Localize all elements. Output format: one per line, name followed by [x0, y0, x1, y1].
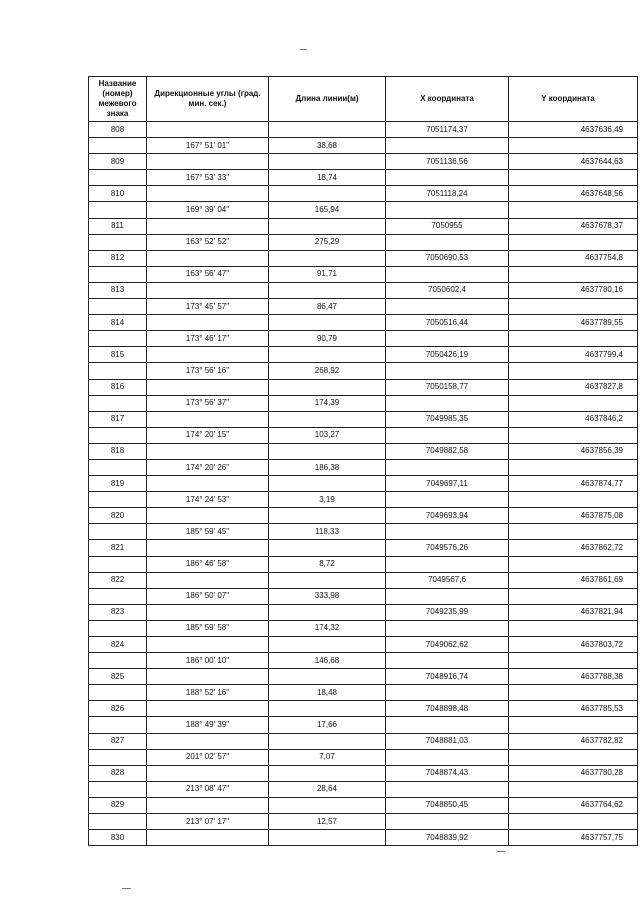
- point-name-cell: [89, 781, 147, 797]
- point-name-cell: 811: [89, 218, 147, 234]
- x-coordinate-cell: [386, 814, 509, 830]
- line-length-cell: [269, 315, 386, 331]
- table-row-line: [89, 653, 638, 669]
- x-coordinate-cell: 7048898,48: [386, 701, 509, 717]
- table-row-point: [89, 765, 638, 781]
- x-coordinate-cell: [386, 620, 509, 636]
- table-row-line: [89, 138, 638, 154]
- point-name-cell: 820: [89, 508, 147, 524]
- table-row-point: [89, 411, 638, 427]
- point-name-cell: [89, 717, 147, 733]
- x-coordinate-cell: 7049697,11: [386, 476, 509, 492]
- bearing-angle-cell: 174° 24' 53": [147, 492, 269, 508]
- line-length-cell: [269, 476, 386, 492]
- point-name-cell: 814: [89, 315, 147, 331]
- y-coordinate-cell: 4637785,53: [509, 701, 638, 717]
- bearing-angle-cell: [147, 733, 269, 749]
- y-coordinate-cell: [509, 524, 638, 540]
- x-coordinate-cell: [386, 653, 509, 669]
- bearing-angle-cell: 201° 02' 57": [147, 749, 269, 765]
- y-coordinate-cell: 4637678,37: [509, 218, 638, 234]
- scan-speck: [300, 49, 307, 50]
- x-coordinate-cell: 7049062,62: [386, 637, 509, 653]
- scan-speck: [497, 851, 505, 852]
- line-length-cell: [269, 282, 386, 298]
- table-row-line: [89, 395, 638, 411]
- table-row-line: [89, 620, 638, 636]
- bearing-angle-cell: 169° 39' 04": [147, 202, 269, 218]
- x-coordinate-cell: [386, 395, 509, 411]
- x-coordinate-cell: 7050602,4: [386, 282, 509, 298]
- bearing-angle-cell: 167° 53' 33": [147, 170, 269, 186]
- table-row-line: [89, 170, 638, 186]
- table-row-point: [89, 186, 638, 202]
- y-coordinate-cell: 4637821,94: [509, 604, 638, 620]
- line-length-cell: [269, 122, 386, 138]
- x-coordinate-cell: [386, 588, 509, 604]
- bearing-angle-cell: [147, 250, 269, 266]
- table-row-line: [89, 363, 638, 379]
- point-name-cell: [89, 685, 147, 701]
- bearing-angle-cell: [147, 282, 269, 298]
- bearing-angle-cell: [147, 443, 269, 459]
- line-length-cell: 118,33: [269, 524, 386, 540]
- bearing-angle-cell: [147, 218, 269, 234]
- y-coordinate-cell: [509, 395, 638, 411]
- bearing-angle-cell: [147, 347, 269, 363]
- bearing-angle-cell: [147, 186, 269, 202]
- point-name-cell: 808: [89, 122, 147, 138]
- point-name-cell: 812: [89, 250, 147, 266]
- x-coordinate-cell: [386, 299, 509, 315]
- y-coordinate-cell: 4637803,72: [509, 637, 638, 653]
- table-row-line: [89, 588, 638, 604]
- table-row-point: [89, 379, 638, 395]
- table-row-line: [89, 717, 638, 733]
- bearing-angle-cell: 188° 49' 39": [147, 717, 269, 733]
- bearing-angle-cell: [147, 508, 269, 524]
- bearing-angle-cell: 186° 00' 10": [147, 653, 269, 669]
- bearing-angle-cell: 163° 56' 47": [147, 266, 269, 282]
- y-coordinate-cell: 4637648,56: [509, 186, 638, 202]
- bearing-angle-cell: [147, 637, 269, 653]
- header-point-name: Название (номер) межевого знака: [89, 77, 147, 122]
- point-name-cell: [89, 363, 147, 379]
- line-length-cell: 146,68: [269, 653, 386, 669]
- y-coordinate-cell: [509, 492, 638, 508]
- point-name-cell: 829: [89, 797, 147, 813]
- table-row-point: [89, 250, 638, 266]
- point-name-cell: 821: [89, 540, 147, 556]
- x-coordinate-cell: 7050955: [386, 218, 509, 234]
- line-length-cell: 7,07: [269, 749, 386, 765]
- x-coordinate-cell: [386, 556, 509, 572]
- bearing-angle-cell: 186° 50' 07": [147, 588, 269, 604]
- x-coordinate-cell: [386, 138, 509, 154]
- line-length-cell: 38,68: [269, 138, 386, 154]
- point-name-cell: 830: [89, 830, 147, 846]
- y-coordinate-cell: [509, 266, 638, 282]
- x-coordinate-cell: [386, 685, 509, 701]
- point-name-cell: [89, 492, 147, 508]
- x-coordinate-cell: [386, 781, 509, 797]
- table-row-line: [89, 492, 638, 508]
- point-name-cell: [89, 814, 147, 830]
- y-coordinate-cell: 4637644,63: [509, 154, 638, 170]
- bearing-angle-cell: 173° 56' 16": [147, 363, 269, 379]
- header-bearing-angle: Дирекционные углы (град. мин. сек.): [147, 77, 269, 122]
- table-row-point: [89, 637, 638, 653]
- point-name-cell: [89, 749, 147, 765]
- point-name-cell: [89, 620, 147, 636]
- table-row-line: [89, 459, 638, 475]
- point-name-cell: 825: [89, 669, 147, 685]
- bearing-angle-cell: [147, 411, 269, 427]
- x-coordinate-cell: 7050158,77: [386, 379, 509, 395]
- x-coordinate-cell: 7050426,19: [386, 347, 509, 363]
- point-name-cell: [89, 202, 147, 218]
- line-length-cell: 17,66: [269, 717, 386, 733]
- point-name-cell: [89, 556, 147, 572]
- table-row-point: [89, 443, 638, 459]
- y-coordinate-cell: [509, 331, 638, 347]
- bearing-angle-cell: [147, 669, 269, 685]
- x-coordinate-cell: 7049567,6: [386, 572, 509, 588]
- line-length-cell: [269, 797, 386, 813]
- bearing-angle-cell: [147, 476, 269, 492]
- table-row-point: [89, 315, 638, 331]
- table-row-point: [89, 540, 638, 556]
- x-coordinate-cell: 7049693,94: [386, 508, 509, 524]
- point-name-cell: 824: [89, 637, 147, 653]
- table-row-point: [89, 797, 638, 813]
- table-row-point: [89, 122, 638, 138]
- point-name-cell: 826: [89, 701, 147, 717]
- table-row-point: [89, 830, 638, 846]
- x-coordinate-cell: 7049985,35: [386, 411, 509, 427]
- line-length-cell: 165,94: [269, 202, 386, 218]
- point-name-cell: [89, 331, 147, 347]
- bearing-angle-cell: 174° 20' 26": [147, 459, 269, 475]
- y-coordinate-cell: 4637636,49: [509, 122, 638, 138]
- table-row-line: [89, 266, 638, 282]
- line-length-cell: [269, 604, 386, 620]
- line-length-cell: [269, 186, 386, 202]
- table-row-point: [89, 604, 638, 620]
- line-length-cell: 18,48: [269, 685, 386, 701]
- table-row-point: [89, 154, 638, 170]
- point-name-cell: 827: [89, 733, 147, 749]
- coordinates-table: [88, 76, 638, 846]
- y-coordinate-cell: 4637780,16: [509, 282, 638, 298]
- y-coordinate-cell: 4637862,72: [509, 540, 638, 556]
- line-length-cell: 90,79: [269, 331, 386, 347]
- bearing-angle-cell: [147, 315, 269, 331]
- bearing-angle-cell: [147, 154, 269, 170]
- y-coordinate-cell: 4637827,8: [509, 379, 638, 395]
- line-length-cell: [269, 572, 386, 588]
- line-length-cell: 268,92: [269, 363, 386, 379]
- x-coordinate-cell: [386, 331, 509, 347]
- bearing-angle-cell: [147, 379, 269, 395]
- bearing-angle-cell: 173° 46' 17": [147, 331, 269, 347]
- y-coordinate-cell: 4637875,08: [509, 508, 638, 524]
- line-length-cell: 186,38: [269, 459, 386, 475]
- x-coordinate-cell: 7048916,74: [386, 669, 509, 685]
- x-coordinate-cell: 7051118,24: [386, 186, 509, 202]
- y-coordinate-cell: [509, 170, 638, 186]
- table-row-line: [89, 685, 638, 701]
- bearing-angle-cell: 163° 52' 52": [147, 234, 269, 250]
- point-name-cell: 822: [89, 572, 147, 588]
- y-coordinate-cell: [509, 781, 638, 797]
- line-length-cell: 174,32: [269, 620, 386, 636]
- point-name-cell: [89, 266, 147, 282]
- line-length-cell: [269, 830, 386, 846]
- table-row-line: [89, 234, 638, 250]
- line-length-cell: [269, 669, 386, 685]
- line-length-cell: [269, 637, 386, 653]
- line-length-cell: 103,27: [269, 427, 386, 443]
- y-coordinate-cell: [509, 556, 638, 572]
- table-row-line: [89, 814, 638, 830]
- point-name-cell: [89, 395, 147, 411]
- x-coordinate-cell: 7048839,92: [386, 830, 509, 846]
- line-length-cell: 91,71: [269, 266, 386, 282]
- bearing-angle-cell: 173° 56' 37": [147, 395, 269, 411]
- y-coordinate-cell: 4637782,82: [509, 733, 638, 749]
- point-name-cell: 810: [89, 186, 147, 202]
- table-row-line: [89, 749, 638, 765]
- scan-speck: [122, 888, 131, 889]
- y-coordinate-cell: [509, 588, 638, 604]
- bearing-angle-cell: [147, 797, 269, 813]
- x-coordinate-cell: 7051136,56: [386, 154, 509, 170]
- point-name-cell: 817: [89, 411, 147, 427]
- y-coordinate-cell: [509, 814, 638, 830]
- table-row-line: [89, 427, 638, 443]
- x-coordinate-cell: 7049235,99: [386, 604, 509, 620]
- line-length-cell: 18,74: [269, 170, 386, 186]
- line-length-cell: [269, 765, 386, 781]
- bearing-angle-cell: 173° 45' 57": [147, 299, 269, 315]
- x-coordinate-cell: [386, 717, 509, 733]
- y-coordinate-cell: [509, 749, 638, 765]
- y-coordinate-cell: 4637874,77: [509, 476, 638, 492]
- line-length-cell: [269, 250, 386, 266]
- x-coordinate-cell: [386, 459, 509, 475]
- x-coordinate-cell: [386, 427, 509, 443]
- header-y-coordinate: Y координата: [509, 77, 638, 122]
- bearing-angle-cell: 185° 59' 58": [147, 620, 269, 636]
- y-coordinate-cell: [509, 653, 638, 669]
- line-length-cell: 8,72: [269, 556, 386, 572]
- point-name-cell: [89, 234, 147, 250]
- x-coordinate-cell: 7049882,58: [386, 443, 509, 459]
- y-coordinate-cell: [509, 363, 638, 379]
- bearing-angle-cell: [147, 540, 269, 556]
- y-coordinate-cell: 4637799,4: [509, 347, 638, 363]
- x-coordinate-cell: [386, 492, 509, 508]
- point-name-cell: [89, 427, 147, 443]
- y-coordinate-cell: [509, 138, 638, 154]
- table-row-point: [89, 282, 638, 298]
- point-name-cell: [89, 299, 147, 315]
- line-length-cell: [269, 379, 386, 395]
- x-coordinate-cell: [386, 363, 509, 379]
- bearing-angle-cell: [147, 572, 269, 588]
- x-coordinate-cell: [386, 170, 509, 186]
- y-coordinate-cell: [509, 202, 638, 218]
- table-row-point: [89, 508, 638, 524]
- point-name-cell: [89, 459, 147, 475]
- bearing-angle-cell: [147, 604, 269, 620]
- point-name-cell: 816: [89, 379, 147, 395]
- line-length-cell: [269, 540, 386, 556]
- table-row-line: [89, 331, 638, 347]
- line-length-cell: 12,57: [269, 814, 386, 830]
- line-length-cell: [269, 443, 386, 459]
- y-coordinate-cell: 4637757,75: [509, 830, 638, 846]
- y-coordinate-cell: 4637754,8: [509, 250, 638, 266]
- point-name-cell: [89, 170, 147, 186]
- x-coordinate-cell: 7048881,03: [386, 733, 509, 749]
- y-coordinate-cell: [509, 620, 638, 636]
- table-row-point: [89, 733, 638, 749]
- y-coordinate-cell: 4637861,69: [509, 572, 638, 588]
- y-coordinate-cell: [509, 299, 638, 315]
- line-length-cell: 174,39: [269, 395, 386, 411]
- line-length-cell: [269, 347, 386, 363]
- x-coordinate-cell: 7049576,26: [386, 540, 509, 556]
- y-coordinate-cell: 4637846,2: [509, 411, 638, 427]
- line-length-cell: [269, 218, 386, 234]
- line-length-cell: [269, 154, 386, 170]
- point-name-cell: [89, 653, 147, 669]
- line-length-cell: [269, 733, 386, 749]
- bearing-angle-cell: 174° 20' 15": [147, 427, 269, 443]
- point-name-cell: [89, 138, 147, 154]
- header-x-coordinate: X координата: [386, 77, 509, 122]
- x-coordinate-cell: 7050690,53: [386, 250, 509, 266]
- x-coordinate-cell: 7048850,45: [386, 797, 509, 813]
- bearing-angle-cell: 185° 59' 45": [147, 524, 269, 540]
- line-length-cell: 333,98: [269, 588, 386, 604]
- y-coordinate-cell: [509, 685, 638, 701]
- bearing-angle-cell: 188° 52' 16": [147, 685, 269, 701]
- line-length-cell: 275,29: [269, 234, 386, 250]
- point-name-cell: [89, 588, 147, 604]
- x-coordinate-cell: 7048874,43: [386, 765, 509, 781]
- bearing-angle-cell: 167° 51' 01": [147, 138, 269, 154]
- x-coordinate-cell: [386, 749, 509, 765]
- point-name-cell: 823: [89, 604, 147, 620]
- bearing-angle-cell: [147, 122, 269, 138]
- y-coordinate-cell: 4637764,62: [509, 797, 638, 813]
- point-name-cell: 815: [89, 347, 147, 363]
- y-coordinate-cell: 4637789,55: [509, 315, 638, 331]
- bearing-angle-cell: 213° 08' 47": [147, 781, 269, 797]
- x-coordinate-cell: [386, 266, 509, 282]
- table-header-row: [89, 77, 638, 122]
- line-length-cell: 86,47: [269, 299, 386, 315]
- bearing-angle-cell: [147, 765, 269, 781]
- bearing-angle-cell: 186° 46' 58": [147, 556, 269, 572]
- table-row-point: [89, 572, 638, 588]
- point-name-cell: 819: [89, 476, 147, 492]
- bearing-angle-cell: 213° 07' 17": [147, 814, 269, 830]
- y-coordinate-cell: [509, 427, 638, 443]
- table-row-point: [89, 669, 638, 685]
- table-body: [89, 122, 638, 846]
- y-coordinate-cell: 4637780,28: [509, 765, 638, 781]
- line-length-cell: [269, 508, 386, 524]
- x-coordinate-cell: 7051174,37: [386, 122, 509, 138]
- point-name-cell: [89, 524, 147, 540]
- table-row-line: [89, 524, 638, 540]
- bearing-angle-cell: [147, 830, 269, 846]
- point-name-cell: 818: [89, 443, 147, 459]
- x-coordinate-cell: [386, 202, 509, 218]
- bearing-angle-cell: [147, 701, 269, 717]
- table-row-line: [89, 299, 638, 315]
- point-name-cell: 828: [89, 765, 147, 781]
- y-coordinate-cell: [509, 717, 638, 733]
- x-coordinate-cell: [386, 524, 509, 540]
- table-row-line: [89, 202, 638, 218]
- line-length-cell: 3,19: [269, 492, 386, 508]
- x-coordinate-cell: [386, 234, 509, 250]
- point-name-cell: 809: [89, 154, 147, 170]
- y-coordinate-cell: [509, 459, 638, 475]
- line-length-cell: [269, 701, 386, 717]
- line-length-cell: [269, 411, 386, 427]
- x-coordinate-cell: 7050516,44: [386, 315, 509, 331]
- y-coordinate-cell: 4637856,39: [509, 443, 638, 459]
- table-row-point: [89, 218, 638, 234]
- table-row-point: [89, 701, 638, 717]
- y-coordinate-cell: [509, 234, 638, 250]
- header-line-length: Длина линии(м): [269, 77, 386, 122]
- table-row-line: [89, 556, 638, 572]
- table-row-point: [89, 347, 638, 363]
- table-row-line: [89, 781, 638, 797]
- table-row-point: [89, 476, 638, 492]
- line-length-cell: 28,64: [269, 781, 386, 797]
- y-coordinate-cell: 4637788,38: [509, 669, 638, 685]
- point-name-cell: 813: [89, 282, 147, 298]
